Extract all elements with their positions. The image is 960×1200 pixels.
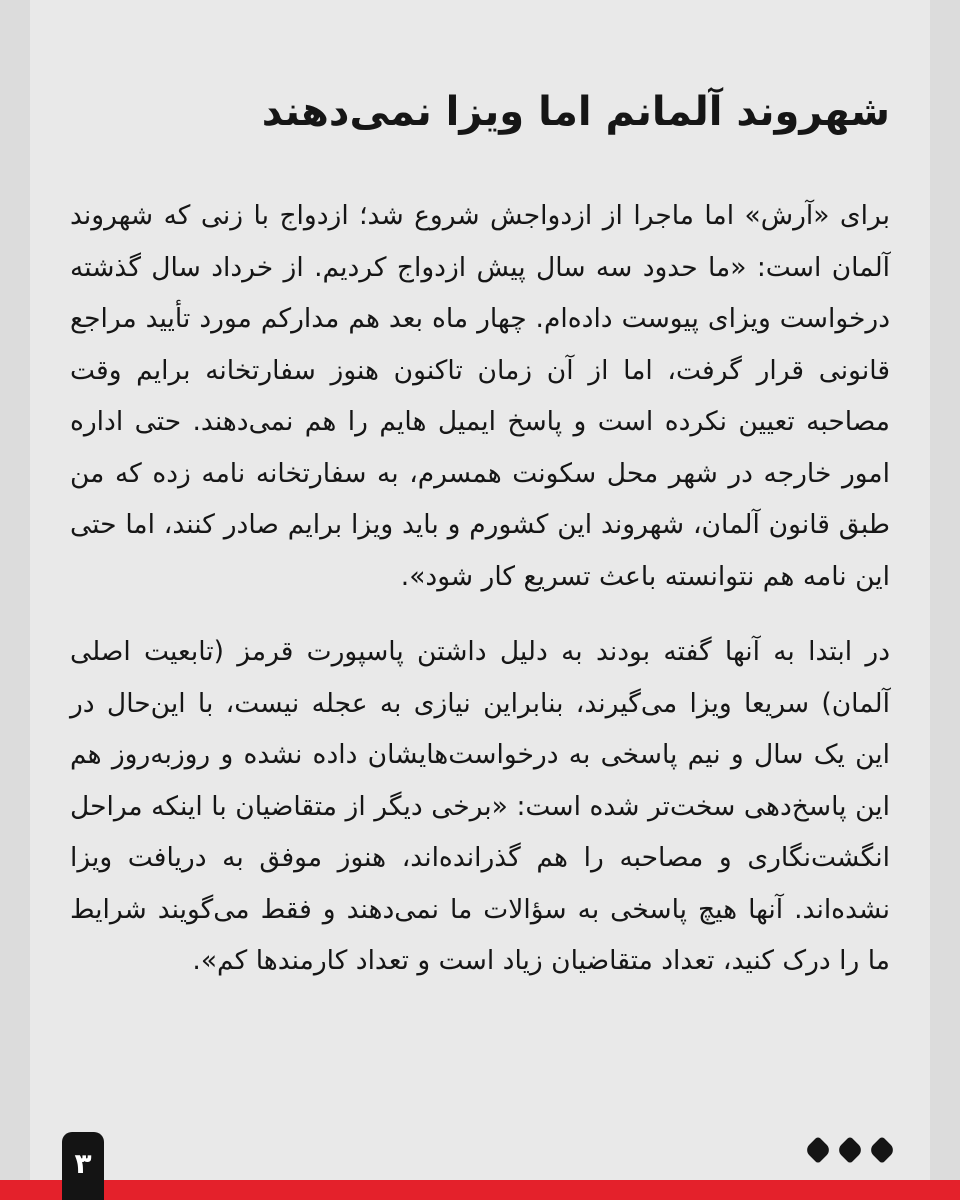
article-paragraph-1: برای «آرش» اما ماجرا از ازدواجش شروع شد؛ ازدواج با زنی که شهروند آلمان است: «ما حدود سه سال پیش ازدواج کردیم. از خرداد سال گذشته درخواست ویزای پیوست داده‌ام. چهار ماه بعد هم مدارکم مورد تأیید مراجع قانونی قرار گرفت، اما از آن زمان تاکنون هنوز سفارتخانه برایم وقت مصاحبه تعیین نکرده است و پاسخ ایمیل هایم را هم نمی‌دهند. حتی اداره امور خارجه در شهر محل سکونت همسرم، به سفارتخانه نامه زده که من طبق قانون آلمان، شهروند این کشورم و باید ویزا برایم صادر کنند، اما حتی این نامه هم نتوانسته باعث تسریع کار شود».	[70, 200, 890, 592]
dot-icon	[868, 1136, 896, 1164]
more-dots-icon	[806, 1138, 894, 1162]
right-frame-edge	[930, 0, 960, 1200]
dot-icon	[804, 1136, 832, 1164]
page-number: ۳	[74, 1146, 92, 1180]
article-paragraph-2: در ابتدا به آنها گفته بودند به دلیل داشتن پاسپورت قرمز (تابعیت اصلی آلمان) سریعا ویزا می‌گیرند، بنابراین نیازی به عجله نیست، با این‌حال در این یک سال و نیم پاسخی به درخواست‌هایشان داده نشده و روزبه‌روز هم این پاسخ‌دهی سخت‌تر شده است: «برخی دیگر از متقاضیان با اینکه مراحل انگشت‌نگاری و مصاحبه را هم گذرانده‌اند، هنوز موفق به دریافت ویزا نشده‌اند. آنها هیچ پاسخی به سؤالات ما نمی‌دهند و فقط می‌گویند شرایط ما را درک کنید، تعداد متقاضیان زیاد است و تعداد کارمندها کم».	[70, 636, 890, 976]
page-number-tab	[62, 1132, 104, 1200]
left-frame-edge	[0, 0, 30, 1200]
article-title: شهروند آلمانم اما ویزا نمی‌دهند	[261, 89, 890, 135]
accent-bottom-bar	[0, 1180, 960, 1200]
article-body	[70, 190, 890, 987]
dot-icon	[836, 1136, 864, 1164]
